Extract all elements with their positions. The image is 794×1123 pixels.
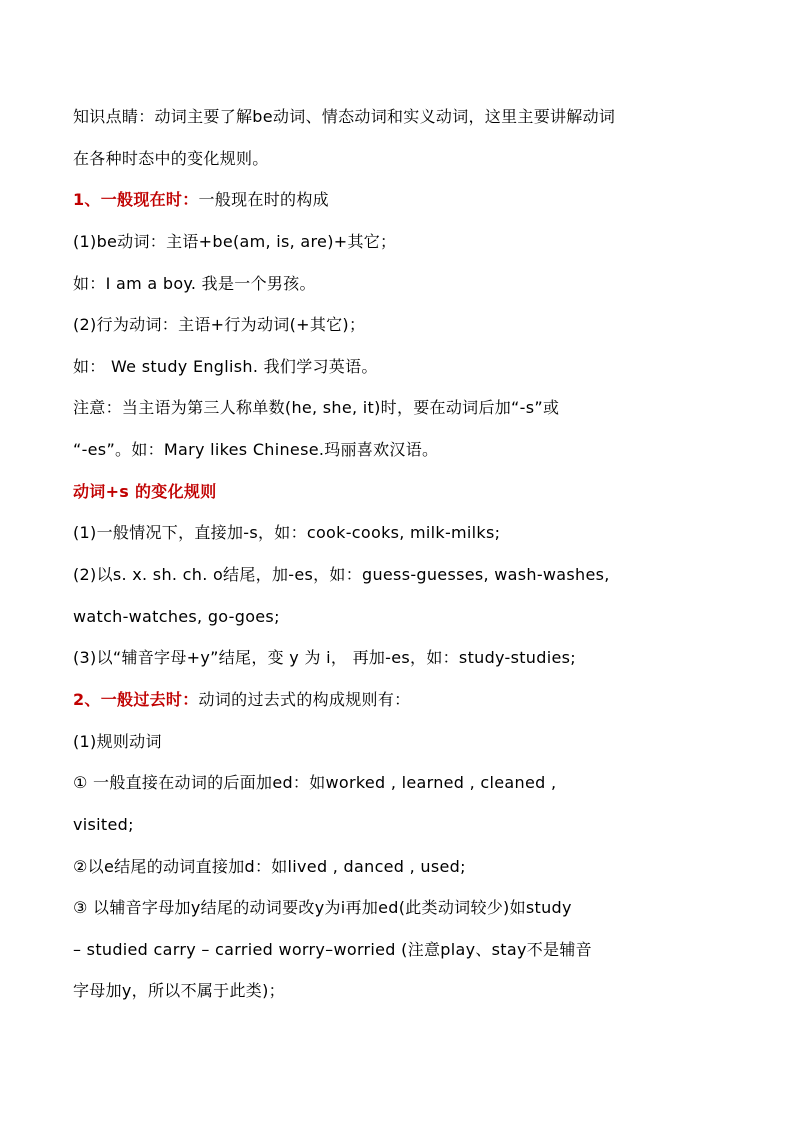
be-verb-example: 如：I am a boy. 我是一个男孩。 [73,274,316,293]
s-rule-2-line-2: watch-watches, go-goes; [73,607,280,626]
note-line-2: “-es”。如：Mary likes Chinese.玛丽喜欢汉语。 [73,440,439,459]
action-verb-example: 如： We study English. 我们学习英语。 [73,357,378,376]
past-rule-1-line-2: visited; [73,815,134,834]
past-rule-2: ②以e结尾的动词直接加d：如lived , danced , used; [73,857,466,876]
past-rule-3-line-2: – studied carry – carried worry–worried (注意play、stay不是辅音 [73,940,592,959]
past-rule-1-line-1: ① 一般直接在动词的后面加ed：如worked , learned , cleaned , [73,773,557,792]
section2-heading-rest: 动词的过去式的构成规则有： [198,690,411,709]
s-rules-heading: 动词+s 的变化规则 [73,482,217,501]
past-rule-3-line-1: ③ 以辅音字母加y结尾的动词要改y为i再加ed(此类动词较少)如study [73,898,572,917]
intro-line-2: 在各种时态中的变化规则。 [73,149,269,168]
section1-heading-rest: 一般现在时的构成 [198,190,329,209]
section1-heading: 1、一般现在时： [73,190,199,209]
note-line-1: 注意：当主语为第三人称单数(he, she, it)时，要在动词后加“-s”或 [73,398,560,417]
past-rule-3-line-3: 字母加y，所以不属于此类)； [73,981,285,1000]
section2-heading: 2、一般过去时： [73,690,199,709]
s-rule-1: (1)一般情况下，直接加-s，如：cook-cooks, milk-milks; [73,523,501,542]
section2-heading-line [73,689,723,711]
regular-verbs-label: (1)规则动词 [73,732,162,751]
intro-line-1: 知识点睛：动词主要了解be动词、情态动词和实义动词，这里主要讲解动词 [73,107,616,126]
be-verb-rule: (1)be动词：主语+be(am, is, are)+其它； [73,232,397,251]
action-verb-rule: (2)行为动词：主语+行为动词(+其它)； [73,315,366,334]
s-rule-3: (3)以“辅音字母+y”结尾，变 y 为 i， 再加-es，如：study-studies; [73,648,576,667]
section1-heading-line [73,189,723,211]
s-rule-2-line-1: (2)以s. x. sh. ch. o结尾，加-es，如：guess-guesses, wash-washes, [73,565,610,584]
